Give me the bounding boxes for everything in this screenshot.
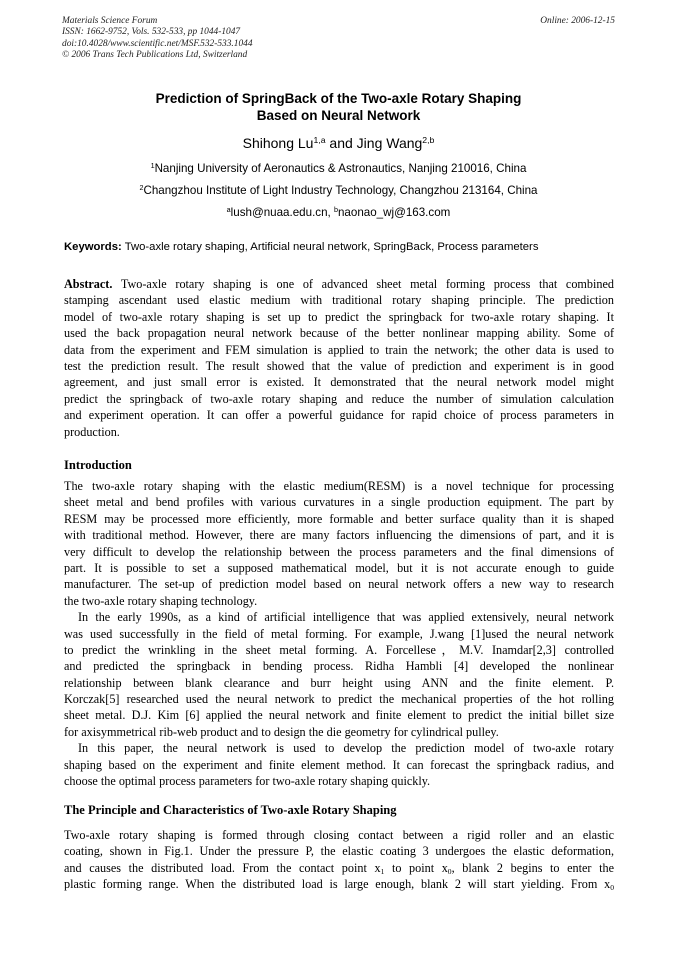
section-heading-principle: The Principle and Characteristics of Two-axle Rotary Shaping [64,803,397,817]
introduction-line: for axisymmetrical rib-web product and to design the die geometry for cylindrical pulley. [64,724,499,739]
introduction-line: Korczak[5] researched used the neural network to predict the mechanical properties of the hot rolling [64,692,614,707]
abstract-label: Abstract. [64,277,113,291]
email-mark: a [226,205,231,215]
email-mark: b [333,205,338,215]
author-affiliation-mark: 2,b [422,135,435,146]
introduction-line: sheet metal. D.J. Kim [6] applied the neural network and finite element to predict the initial billet size [64,708,614,723]
subscript: 0 [610,883,614,893]
abstract-line: used the back propagation neural network because of the better nonlinear mapping ability. Some of [64,326,614,341]
introduction-body [64,478,614,789]
journal-name: Materials Science Forum [62,16,158,26]
introduction-line: The two-axle rotary shaping with the elastic medium(RESM) is a novel technique for processing [64,479,614,493]
abstract-line: model of two-axle rotary shaping is set up to predict the springback for two-axle rotary shaping. It [64,309,614,324]
affiliation-mark: 2 [139,183,144,193]
author-conjunction: and [325,135,357,151]
introduction-line: to predict the wrinkling in the sheet metal forming. A. Forcellese，M.V. Inamdar[2,3] controlled [64,642,614,657]
abstract-line: stamping ascendant used elastic medium with traditional rotary shaping principle. The prediction [64,293,614,308]
abstract-line: predict the springback of two-axle rotary shaping and reduce the number of simulation calculation [64,391,614,406]
affiliation-text: Nanjing University of Aeronautics & Astronautics, Nanjing 210016, China [154,162,527,175]
introduction-line: and predicted the springback in bending process. Ridha Hambli [4] developed the nonlinear [64,659,614,674]
abstract-line [64,276,614,292]
introduction-line: part. It is possible to set a supposed mathematical model, but it is not accurate enough to guide [64,560,614,575]
author-affiliation-mark: 1,a [313,135,326,146]
introduction-line: sheet metal and bend profiles with various curvatures in a single production equipment. The part by [64,495,614,510]
introduction-line: with traditional method. However, there are many factors influencing the dimensions of part, and it is [64,528,614,543]
introduction-line: In the early 1990s, as a kind of artificial intelligence that was applied extensively, neural network [78,610,614,625]
principle-text: , blank 2 begins to enter the [451,860,614,875]
principle-body [64,827,614,893]
introduction-line: very difficult to develop the relationship between the process parameters and the final dimensions of [64,544,614,559]
copyright-line: © 2006 Trans Tech Publications Ltd, Switzerland [62,49,248,60]
doi-line: doi:10.4028/www.scientific.net/MSF.532-533.1044 [62,38,253,49]
introduction-line: relationship between blank clearance and burr height using ANN and the finite element. P. [64,675,614,690]
issn-line: ISSN: 1662-9752, Vols. 532-533, pp 1044-1047 [62,27,241,38]
principle-line: Two-axle rotary shaping is formed through closing contact between a rigid roller and an elastic [64,828,614,842]
online-date: Online: 2006-12-15 [540,16,615,26]
introduction-line: shaping based on the experiment and finite element method. It can forecast the springback radius, and [64,757,614,772]
email-link[interactable]: lush@nuaa.edu.cn, [230,206,334,219]
abstract-paragraph [64,276,614,440]
abstract-line: and experiment operation. It can offer a powerful guidance for rapid choice of process parameters in [64,408,614,423]
abstract-line: production. [64,424,120,439]
author-name: Jing Wang [356,135,423,151]
affiliation-mark: 1 [150,161,155,171]
journal-header [62,16,462,61]
introduction-line: RESM may be processed more efficiently, more formable and better surface quality than it is shaped [64,511,614,526]
principle-line: coating, shown in Fig.1. Under the pressure P, the elastic coating 3 undergoes the elastic deformation, [64,844,614,859]
subscript: 0 [447,867,452,877]
abstract-line: data from the experiment and FEM simulation is applied to train the network; the other data is used to [64,342,614,357]
affiliation-2 [62,184,615,198]
email-link[interactable]: naonao_wj@163.com [337,206,451,219]
affiliation-text: Changzhou Institute of Light Industry Technology, Changzhou 213164, China [143,184,538,197]
principle-text: to point x [384,860,448,875]
section-heading-introduction: Introduction [64,458,132,472]
principle-line [64,876,614,892]
keywords-text: Two-axle rotary shaping, Artificial neural network, SpringBack, Process parameters [121,241,539,253]
abstract-text: Two-axle rotary shaping is one of advanced sheet metal forming process that combined [112,277,614,291]
author-name: Shihong Lu [242,135,314,151]
paper-title-line-2: Based on Neural Network [256,108,421,123]
introduction-line: the two-axle rotary shaping technology. [64,593,258,608]
principle-text: and causes the distributed load. From the contact point x [64,860,381,875]
introduction-line: manufacturer. The set-up of prediction model based on neural network offers a new way to research [64,577,614,592]
principle-line [64,860,614,876]
affiliation-1 [62,162,615,176]
principle-text: plastic forming range. When the distributed load is large enough, blank 2 will start yielding. From x [64,877,611,892]
keywords-line [64,240,624,254]
author-emails [62,206,615,220]
introduction-line: was used successfully in the field of metal forming. For example, J.wang [1]used the neural network [64,626,614,641]
author-list [62,134,615,152]
subscript: 1 [380,867,385,877]
introduction-line: choose the optimal process parameters for two-axle rotary shaping quickly. [64,774,431,789]
introduction-line: In this paper, the neural network is used to develop the prediction model of two-axle rotary [78,741,614,756]
paper-title-line-1: Prediction of SpringBack of the Two-axle Rotary Shaping [155,91,522,106]
abstract-line: agreement, and just small error is existed. It demonstrated that the neural network model might [64,375,614,390]
abstract-line: test the prediction result. The result showed that the value of prediction and experiment is in good [64,358,614,373]
keywords-label: Keywords: [64,241,122,253]
